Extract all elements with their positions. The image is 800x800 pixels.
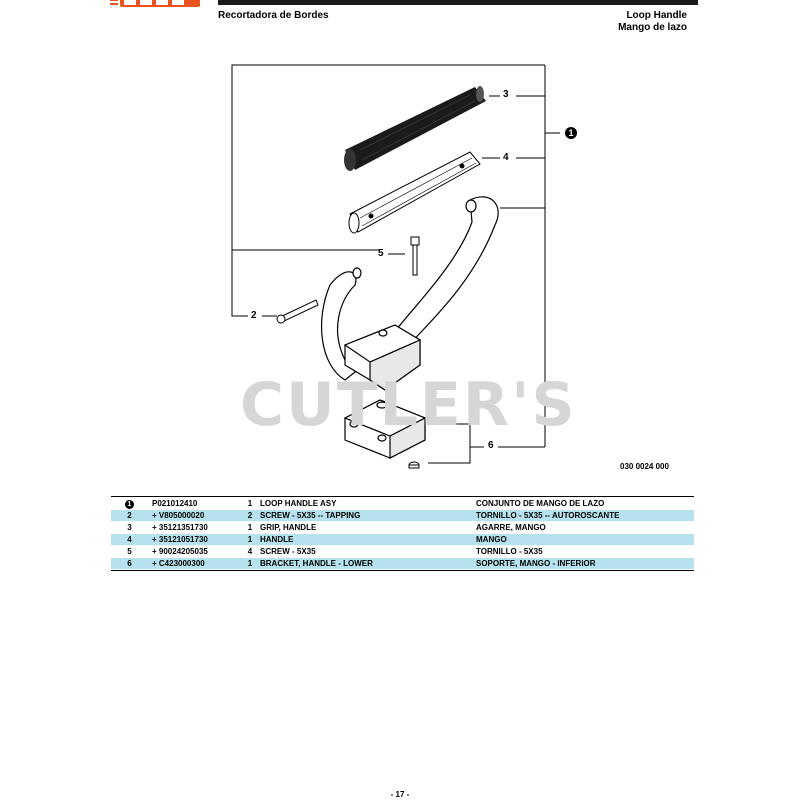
- part-number-cell: + V805000020: [148, 510, 240, 522]
- table-row: [111, 558, 694, 570]
- callout-4: 4: [503, 152, 509, 163]
- description-es-cell: SOPORTE, MANGO - INFERIOR: [476, 558, 694, 570]
- assembly-ref-badge: 1: [125, 500, 134, 509]
- quantity-cell: 1: [240, 534, 260, 546]
- description-es-cell: AGARRE, MANGO: [476, 523, 546, 532]
- assembly-callout-number: 1: [568, 128, 574, 138]
- table-row: [111, 534, 694, 546]
- table-row: [111, 546, 694, 558]
- description-en-cell: SCREW - 5X35 -- TAPPING: [260, 510, 476, 522]
- callout-5: 5: [378, 248, 384, 259]
- quantity-cell: 2: [240, 510, 260, 522]
- description-en-cell: LOOP HANDLE ASY: [260, 499, 337, 508]
- ref-cell: 6: [111, 558, 148, 570]
- description-es-cell: CONJUNTO DE MANGO DE LAZO: [476, 499, 605, 508]
- loop-handle-part: [322, 197, 499, 390]
- manual-title: Recortadora de Bordes: [218, 10, 329, 21]
- ref-cell: 4: [111, 534, 148, 546]
- assembly-callout: [565, 127, 577, 139]
- callout-2: 2: [251, 310, 257, 321]
- screw-2: [277, 300, 318, 323]
- ref-cell: 2: [111, 510, 148, 522]
- parts-table: [111, 498, 694, 570]
- ref-cell: [111, 498, 148, 510]
- handle-tube-part: [349, 152, 480, 233]
- description-en-cell: SCREW - 5X35: [260, 547, 316, 556]
- callout-6: 6: [488, 440, 494, 451]
- quantity-cell: 4: [247, 547, 253, 556]
- table-row: [111, 510, 694, 522]
- part-number-cell: + 35121051730: [148, 534, 240, 546]
- figure-code: 030 0024 000: [620, 462, 669, 471]
- part-number-cell: P021012410: [152, 499, 198, 508]
- table-top-rule: [111, 496, 694, 497]
- description-en-cell: GRIP, HANDLE: [260, 523, 317, 532]
- description-en-cell: HANDLE: [260, 534, 476, 546]
- ref-cell: 3: [127, 523, 132, 532]
- part-number-cell: + 35121351730: [152, 523, 208, 532]
- page-number: - 17 -: [390, 790, 410, 799]
- part-number-cell: + C423000300: [148, 558, 240, 570]
- screw-5: [411, 237, 419, 275]
- description-es-cell: TORNILLO - 5X35 -- AUTOROSCANTE: [476, 510, 694, 522]
- ref-cell: 5: [127, 547, 132, 556]
- section-title-en: Loop Handle: [626, 10, 687, 21]
- section-title-es: Mango de lazo: [618, 22, 687, 33]
- quantity-cell: 1: [247, 523, 253, 532]
- table-row: [111, 498, 694, 510]
- watermark: CUTLER'S: [240, 370, 577, 440]
- quantity-cell: 1: [240, 558, 260, 570]
- description-en-cell: BRACKET, HANDLE - LOWER: [260, 558, 476, 570]
- table-bottom-rule: [111, 570, 694, 571]
- callout-3: 3: [503, 89, 509, 100]
- description-es-cell: TORNILLO - 5X35: [476, 547, 543, 556]
- nut-part: [409, 462, 419, 468]
- part-number-cell: + 90024205035: [152, 547, 208, 556]
- table-row: [111, 522, 694, 534]
- quantity-cell: 1: [247, 499, 253, 508]
- description-es-cell: MANGO: [476, 534, 694, 546]
